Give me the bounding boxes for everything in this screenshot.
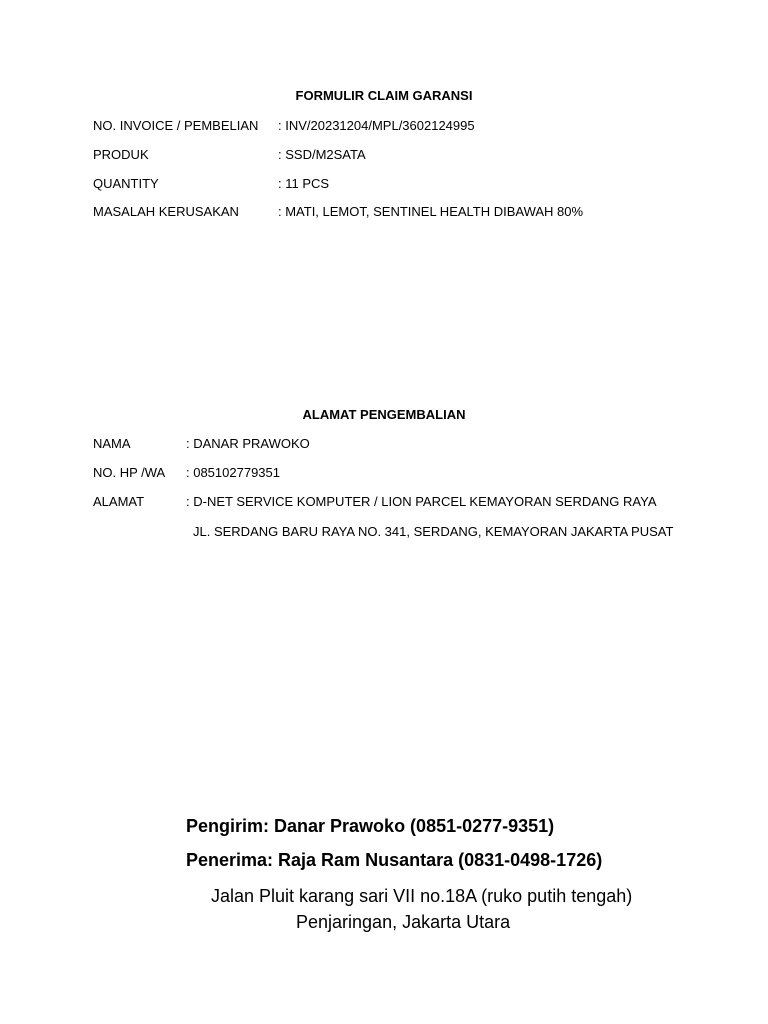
invoice-label: NO. INVOICE / PEMBELIAN	[93, 118, 259, 133]
product-value: : SSD/M2SATA	[278, 147, 366, 162]
name-value: : DANAR PRAWOKO	[186, 436, 310, 451]
address-value: : D-NET SERVICE KOMPUTER / LION PARCEL KEMAYORAN SERDANG RAYA	[186, 494, 657, 509]
phone-label: NO. HP /WA	[93, 465, 166, 480]
phone-value: : 085102779351	[186, 465, 280, 480]
recipient-line: Penerima: Raja Ram Nusantara (0831-0498-1726)	[186, 850, 603, 870]
name-label: NAMA	[93, 436, 131, 451]
product-label: PRODUK	[93, 147, 149, 162]
form-title: FORMULIR CLAIM GARANSI	[295, 88, 473, 103]
return-address-title: ALAMAT PENGEMBALIAN	[302, 407, 466, 422]
quantity-row	[93, 176, 329, 191]
invoice-value: : INV/20231204/MPL/3602124995	[278, 118, 475, 133]
damage-label: MASALAH KERUSAKAN	[93, 204, 239, 219]
address-row	[93, 494, 657, 509]
name-row	[93, 436, 310, 451]
address-label: ALAMAT	[93, 494, 145, 509]
recipient-address-line1: Jalan Pluit karang sari VII no.18A (ruko putih tengah)	[211, 886, 633, 906]
invoice-row	[93, 118, 475, 133]
sender-line: Pengirim: Danar Prawoko (0851-0277-9351)	[186, 816, 555, 836]
damage-row	[93, 204, 583, 219]
quantity-value: : 11 PCS	[278, 176, 330, 191]
quantity-label: QUANTITY	[93, 176, 159, 191]
recipient-address-line2: Penjaringan, Jakarta Utara	[296, 912, 511, 932]
damage-value: : MATI, LEMOT, SENTINEL HEALTH DIBAWAH 80%	[278, 204, 584, 219]
product-row	[93, 147, 366, 162]
address-continuation: JL. SERDANG BARU RAYA NO. 341, SERDANG, KEMAYORAN JAKARTA PUSAT	[193, 524, 674, 539]
phone-row	[93, 465, 280, 480]
